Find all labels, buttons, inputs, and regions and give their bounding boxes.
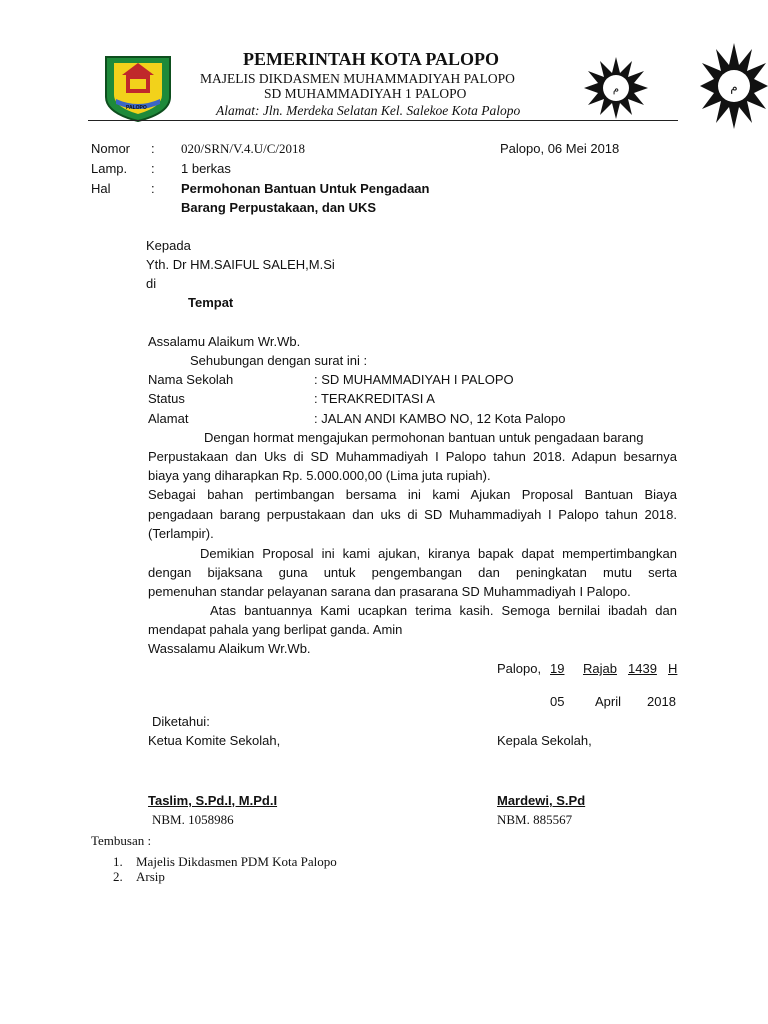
recipient-kepada: Kepada [146,238,191,253]
svg-text:ﻡ: ﻡ [730,80,738,94]
greg-day: 05 [550,694,565,709]
left-signatory-name: Taslim, S.Pd.I, M.Pd.I [148,793,278,808]
lamp-colon: : [151,161,155,176]
greeting: Assalamu Alaikum Wr.Wb. [148,334,301,349]
hal-label: Hal [91,181,111,196]
right-signatory-name: Mardewi, S.Pd [497,793,586,808]
field-label-status: Status [148,391,185,406]
paragraph4-line2: mendapat pahala yang berlipat ganda. Amin [148,622,403,637]
palopo-city-emblem [100,53,176,123]
tembusan-item-2-text: Arsip [136,869,165,884]
muhammadiyah-emblem-small [582,55,650,121]
paragraph2-line1: Sebagai bahan pertimbangan bersama ini kami Ajukan Proposal Bantuan Biaya [148,487,677,502]
hal-line2: Barang Perpustakaan, dan UKS [181,200,377,215]
hijri-month: Rajab [583,661,617,676]
hijri-year: 1439 [628,661,657,676]
left-signatory-title: Ketua Komite Sekolah, [148,733,281,748]
field-value-alamat: : JALAN ANDI KAMBO NO, 12 Kota Palopo [314,411,566,426]
letter-date: Palopo, 06 Mei 2018 [500,141,620,156]
hal-colon: : [151,181,155,196]
nomor-value: 020/SRN/V.4.U/C/2018 [181,141,306,156]
tembusan-label: Tembusan : [91,833,152,848]
field-label-alamat: Alamat [148,411,189,426]
nomor-label: Nomor [91,141,131,156]
date-city: Palopo, [497,661,542,676]
left-signatory-nbm: NBM. 1058986 [152,812,234,827]
paragraph3-line2: dengan bijaksana guna untuk pengembangan dan peningkatan mutu serta [148,565,677,580]
tembusan-item-1-number: 1. [113,854,123,869]
closing-salam: Wassalamu Alaikum Wr.Wb. [148,641,311,656]
recipient-di: di [146,276,157,291]
field-label-nama-sekolah: Nama Sekolah [148,372,234,387]
greg-month: April [595,694,622,709]
nomor-colon: : [151,141,155,156]
paragraph4-line1: Atas bantuannya Kami ucapkan terima kasih. Semoga bernilai ibadah dan [210,603,677,618]
tembusan-item-1-text: Majelis Dikdasmen PDM Kota Palopo [136,854,337,869]
paragraph1-line3: biaya yang diharapkan Rp. 5.000.000,00 (Lima juta rupiah). [148,468,491,483]
paragraph2-line2: pengadaan barang perpustakaan dan uks di SD Muhammadiyah I Palopo tahun 2018. [148,507,677,522]
paragraph3-line3: pemenuhan standar pelayanan sarana dan prasarana SD Muhammadiyah I Palopo. [148,584,631,599]
intro-line: Sehubungan dengan surat ini : [190,353,368,368]
greg-year: 2018 [647,694,676,709]
muhammadiyah-emblem-large [700,41,768,131]
hal-line1: Permohonan Bantuan Untuk Pengadaan [181,181,430,196]
emblem-label: PALOPO [126,105,147,111]
paragraph1-line2: Perpustakaan dan Uks di SD Muhammadiyah I Palopo tahun 2018. Adapun besarnya [148,449,677,464]
letterhead-line3: SD MUHAMMADIYAH 1 PALOPO [264,86,467,101]
diketahui-label: Diketahui: [152,714,210,729]
hijri-suffix: H [668,661,678,676]
letterhead-divider [88,120,678,121]
letterhead-line2: MAJELIS DIKDASMEN MUHAMMADIYAH PALOPO [200,71,515,86]
paragraph1-line1: Dengan hormat mengajukan permohonan bantuan untuk pengadaan barang [204,430,644,445]
recipient-name: Yth. Dr HM.SAIFUL SALEH,M.Si [146,257,335,272]
svg-text:ﻡ: ﻡ [612,84,620,95]
hijri-day: 19 [550,661,565,676]
tembusan-item-2-number: 2. [113,869,123,884]
field-value-status: : TERAKREDITASI A [314,391,435,406]
letterhead-address: Alamat: Jln. Merdeka Selatan Kel. Salekoe Kota Palopo [216,103,521,118]
paragraph3-line1: Demikian Proposal ini kami ajukan, kiranya bapak dapat mempertimbangkan [200,546,677,561]
recipient-tempat: Tempat [188,295,234,310]
field-value-nama-sekolah: : SD MUHAMMADIYAH I PALOPO [314,372,514,387]
paragraph2-line3: (Terlampir). [148,526,214,541]
lamp-value: 1 berkas [181,161,231,176]
right-signatory-nbm: NBM. 885567 [497,812,573,827]
lamp-label: Lamp. [91,161,128,176]
right-signatory-title: Kepala Sekolah, [497,733,592,748]
letterhead-line1: PEMERINTAH KOTA PALOPO [243,49,500,69]
